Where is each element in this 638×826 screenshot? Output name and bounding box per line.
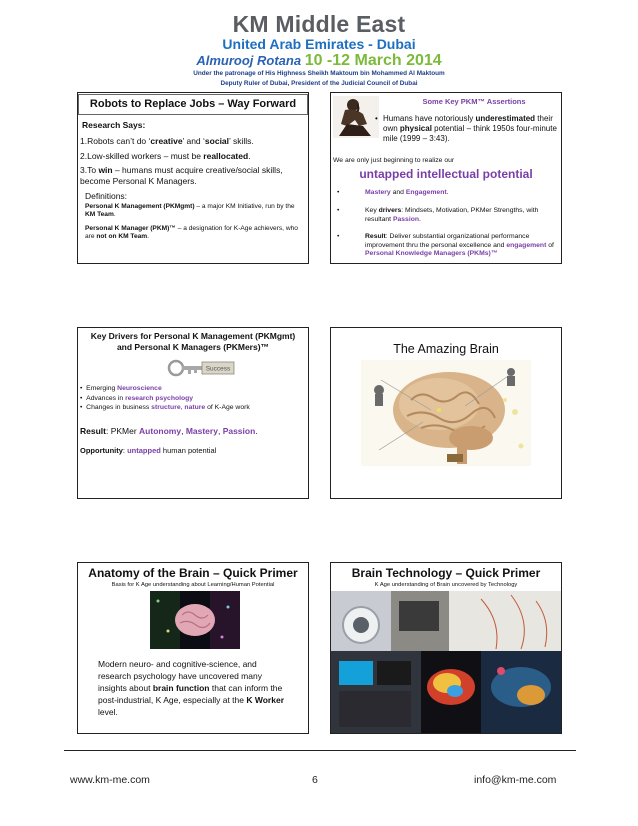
research-says-label: Research Says: <box>82 120 146 130</box>
drivers-list <box>80 384 250 413</box>
footer-email[interactable]: info@km-me.com <box>474 774 557 786</box>
anatomy-body-text: Modern neuro- and cognitive-science, and research psychology have uncovered many insights about brain function that can inform the post-industrial, K Age, especially at the K Worker level. <box>98 659 285 717</box>
key-tag-label: Success <box>205 365 231 373</box>
event-title: KM Middle East <box>232 11 406 37</box>
list-item: 2.Low-skilled workers – must be reallocated. <box>80 151 251 161</box>
event-venue-line <box>0 52 638 70</box>
humans-assertion: Humans have notoriously underestimated their own physical potential – think 1950s four-minute mile (1999 – 3:43). <box>383 114 557 143</box>
definition-pkm: Personal K Manager (PKM)™ – a designation for K-Age achievers, who are not on KM Team. <box>85 225 298 240</box>
brain-illustration-image <box>361 360 531 466</box>
slide-title: The Amazing Brain <box>393 342 499 356</box>
brain-anatomy-image <box>150 591 240 649</box>
patronage-line-2: Deputy Ruler of Dubai, President of the Judicial Council of Dubai <box>220 80 418 87</box>
list-item: • Result: Deliver substantial organizational performance improvement thru the personal excellence and engagement of Personal Knowledge Managers (PKMs)™ <box>337 233 554 257</box>
slide-title: Key Drivers for Personal K Management (PKMgmt) and Personal K Managers (PKMers)™ <box>90 331 296 352</box>
slide-key-pkm-assertions <box>330 92 562 264</box>
list-item-continued: become Personal K Managers. <box>80 176 197 186</box>
event-location: United Arab Emirates - Dubai <box>222 36 416 52</box>
slide-title: Anatomy of the Brain – Quick Primer <box>88 566 298 580</box>
slide-anatomy-of-brain <box>77 562 309 734</box>
list-item: • Changes in business structure, nature of K-Age work <box>80 404 250 411</box>
definitions-heading: Definitions: <box>85 191 128 201</box>
list-item: • Mastery and Engagement. <box>337 189 449 196</box>
page-header <box>0 0 638 92</box>
slide-robots-replace-jobs <box>77 92 309 264</box>
slide-key-drivers <box>77 327 309 499</box>
list-item: • Emerging Neuroscience <box>80 385 162 392</box>
definition-pkmgmt: Personal K Management (PKMgmt) – a major KM Initiative, run by the KM Team. <box>85 203 295 218</box>
slide-title: Robots to Replace Jobs – Way Forward <box>78 94 308 115</box>
opportunity-line: Opportunity: untapped human potential <box>80 446 217 455</box>
slide-subtitle: K Age understanding of Brain uncovered by Technology <box>374 582 518 588</box>
success-key-icon <box>166 358 236 378</box>
slide-amazing-brain <box>330 327 562 499</box>
event-venue: Almurooj Rotana <box>196 53 302 68</box>
list-item: • Advances in research psychology <box>80 394 194 402</box>
slide-brain-technology <box>330 562 562 734</box>
page-number: 6 <box>312 774 318 786</box>
patronage-line-1: Under the patronage of His Highness Sheikh Maktoum bin Mohammed Al Maktoum <box>193 70 445 77</box>
slide-subtitle: Basis for K Age understanding about Learning/Human Potential <box>111 582 275 588</box>
thinker-statue-image <box>333 96 379 138</box>
untapped-heading: untapped intellectual potential <box>359 167 533 181</box>
intro-text: We are only just beginning to realize our <box>333 157 455 164</box>
result-line: Result: PKMer Autonomy, Mastery, Passion. <box>80 426 258 436</box>
brain-technology-collage-image <box>331 591 562 734</box>
footer-divider <box>64 750 576 751</box>
event-dates: 10 -12 March 2014 <box>304 52 442 69</box>
slide-title: Brain Technology – Quick Primer <box>351 566 541 580</box>
list-item: 1.Robots can’t do ‘creative’ and ‘social’ skills. <box>80 136 254 146</box>
list-item: 3.To win – humans must acquire creative/social skills, <box>80 165 283 175</box>
slide-title: Some Key PKM™ Assertions <box>422 97 526 106</box>
bullet: • <box>375 114 378 123</box>
footer-website[interactable]: www.km-me.com <box>70 774 150 786</box>
list-item: • Key drivers: Mindsets, Motivation, PKMer Strengths, with resultant Passion. <box>337 207 539 223</box>
definitions-box <box>82 191 300 261</box>
